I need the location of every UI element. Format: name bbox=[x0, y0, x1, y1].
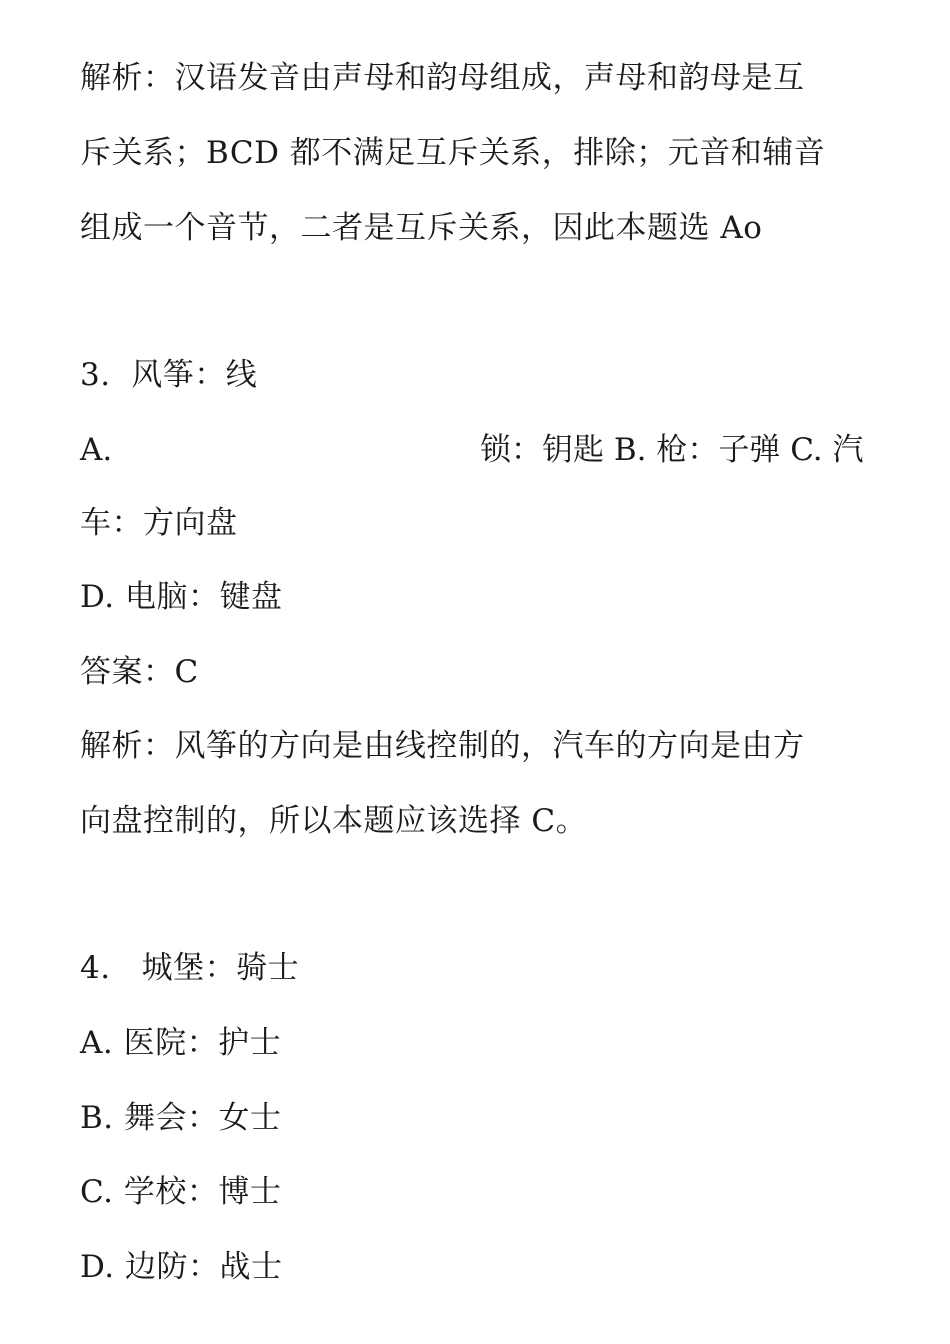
q4-option-c: C. 学校：博士 bbox=[80, 1174, 282, 1210]
q3-option-a-label: A. bbox=[80, 432, 113, 468]
q2-analysis-line-2: 斥关系；BCD 都不满足互斥关系，排除；元音和辅音 bbox=[80, 135, 826, 171]
q2-analysis-line-3: 组成一个音节，二者是互斥关系，因此本题选 Ao bbox=[80, 210, 763, 246]
q3-title: 3. 风筝：线 bbox=[80, 357, 258, 393]
q4-option-b: B. 舞会：女士 bbox=[80, 1100, 282, 1136]
q3-answer: 答案：C bbox=[80, 654, 199, 690]
q3-option-d: D. 电脑：键盘 bbox=[80, 579, 283, 615]
q4-title: 4. 城堡：骑士 bbox=[80, 950, 300, 986]
q3-option-row: 锁：钥匙 B. 枪：子弹 C. 汽 bbox=[480, 432, 864, 468]
q2-analysis-line-1: 解析：汉语发音由声母和韵母组成，声母和韵母是互 bbox=[80, 60, 805, 96]
q3-option-c-continued: 车：方向盘 bbox=[80, 505, 238, 541]
q4-option-a: A. 医院：护士 bbox=[80, 1025, 282, 1061]
q3-analysis-line-1: 解析：风筝的方向是由线控制的，汽车的方向是由方 bbox=[80, 728, 805, 764]
q3-analysis-line-2: 向盘控制的，所以本题应该选择 C。 bbox=[80, 803, 588, 839]
q4-option-d: D. 边防：战士 bbox=[80, 1249, 283, 1285]
